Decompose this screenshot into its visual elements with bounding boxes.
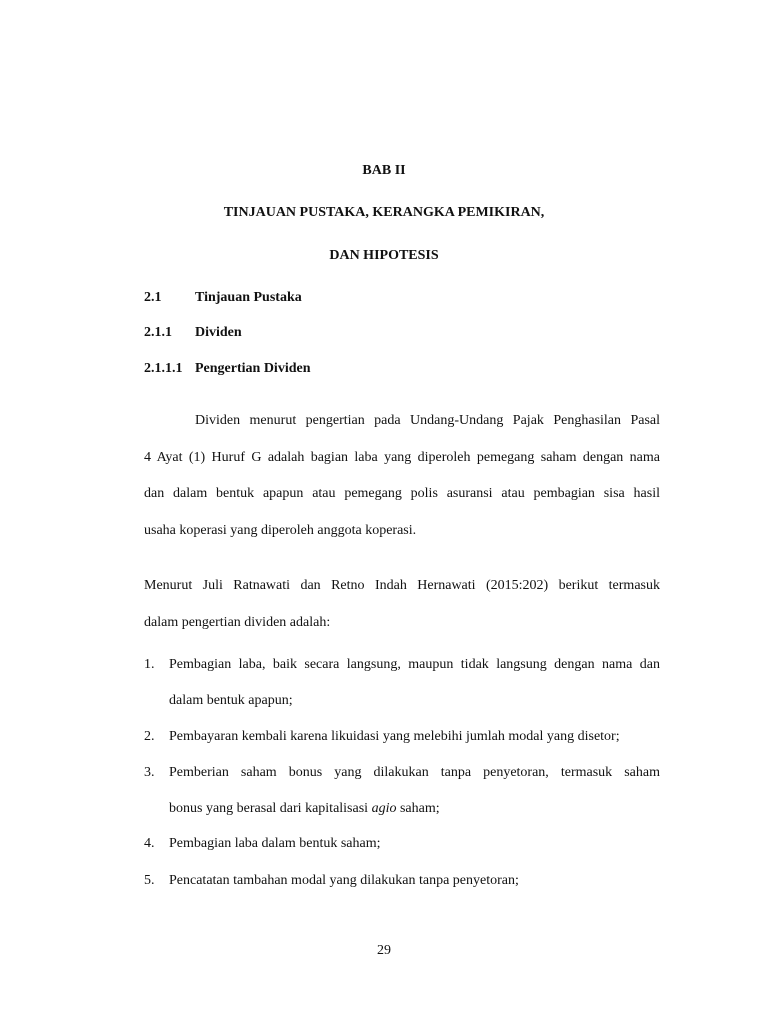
list-item-number: 1. (144, 657, 155, 672)
page-number: 29 (377, 943, 391, 958)
list-item-line: dalam bentuk apapun; (169, 693, 293, 708)
list-item-line (169, 801, 660, 817)
paragraph-line: dan dalam bentuk apapun atau pemegang polis asuransi atau pembagian sisa hasil (144, 486, 660, 502)
list-item-line: Pemberian saham bonus yang dilakukan tanpa penyetoran, termasuk saham (169, 765, 660, 780)
paragraph-dividen-definition (144, 403, 660, 549)
paragraph-ratnawati (144, 568, 660, 641)
chapter-label: BAB II (362, 163, 406, 178)
paragraph-line: Menurut Juli Ratnawati dan Retno Indah Hernawati (2015:202) berikut termasuk (144, 578, 660, 593)
heading-2-1-number: 2.1 (144, 290, 162, 305)
list-item-number: 4. (144, 836, 155, 851)
heading-2-1-1-number: 2.1.1 (144, 325, 172, 340)
list-item-line: Pencatatan tambahan modal yang dilakukan tanpa penyetoran; (169, 873, 519, 888)
list-item-number: 5. (144, 873, 155, 888)
paragraph-line: Dividen menurut pengertian pada Undang-Undang Pajak Penghasilan Pasal (195, 413, 660, 428)
list-item-number: 2. (144, 729, 155, 744)
list-item-text: bonus yang berasal dari kapitalisasi (169, 801, 372, 816)
heading-2-1-1-1-number: 2.1.1.1 (144, 361, 183, 376)
paragraph-line: 4 Ayat (1) Huruf G adalah bagian laba yang diperoleh pemegang saham dengan nama (144, 449, 660, 465)
heading-2-1-title: Tinjauan Pustaka (195, 290, 302, 305)
heading-2-1-1-title: Dividen (195, 325, 242, 340)
list-item-text: saham; (396, 801, 440, 816)
list-item-line: Pembagian laba dalam bentuk saham; (169, 836, 381, 851)
list-item-line: Pembayaran kembali karena likuidasi yang melebihi jumlah modal yang disetor; (169, 729, 620, 744)
chapter-title-line2: DAN HIPOTESIS (329, 248, 439, 263)
paragraph-line: usaha koperasi yang diperoleh anggota koperasi. (144, 522, 417, 538)
list-item-line: Pembagian laba, baik secara langsung, maupun tidak langsung dengan nama dan (169, 657, 660, 672)
italic-term: agio (371, 801, 397, 816)
paragraph-line: dalam pengertian dividen adalah: (144, 614, 331, 630)
list-item-number: 3. (144, 765, 155, 780)
chapter-title-line1: TINJAUAN PUSTAKA, KERANGKA PEMIKIRAN, (223, 205, 545, 220)
heading-2-1-1-1-title: Pengertian Dividen (195, 361, 311, 376)
